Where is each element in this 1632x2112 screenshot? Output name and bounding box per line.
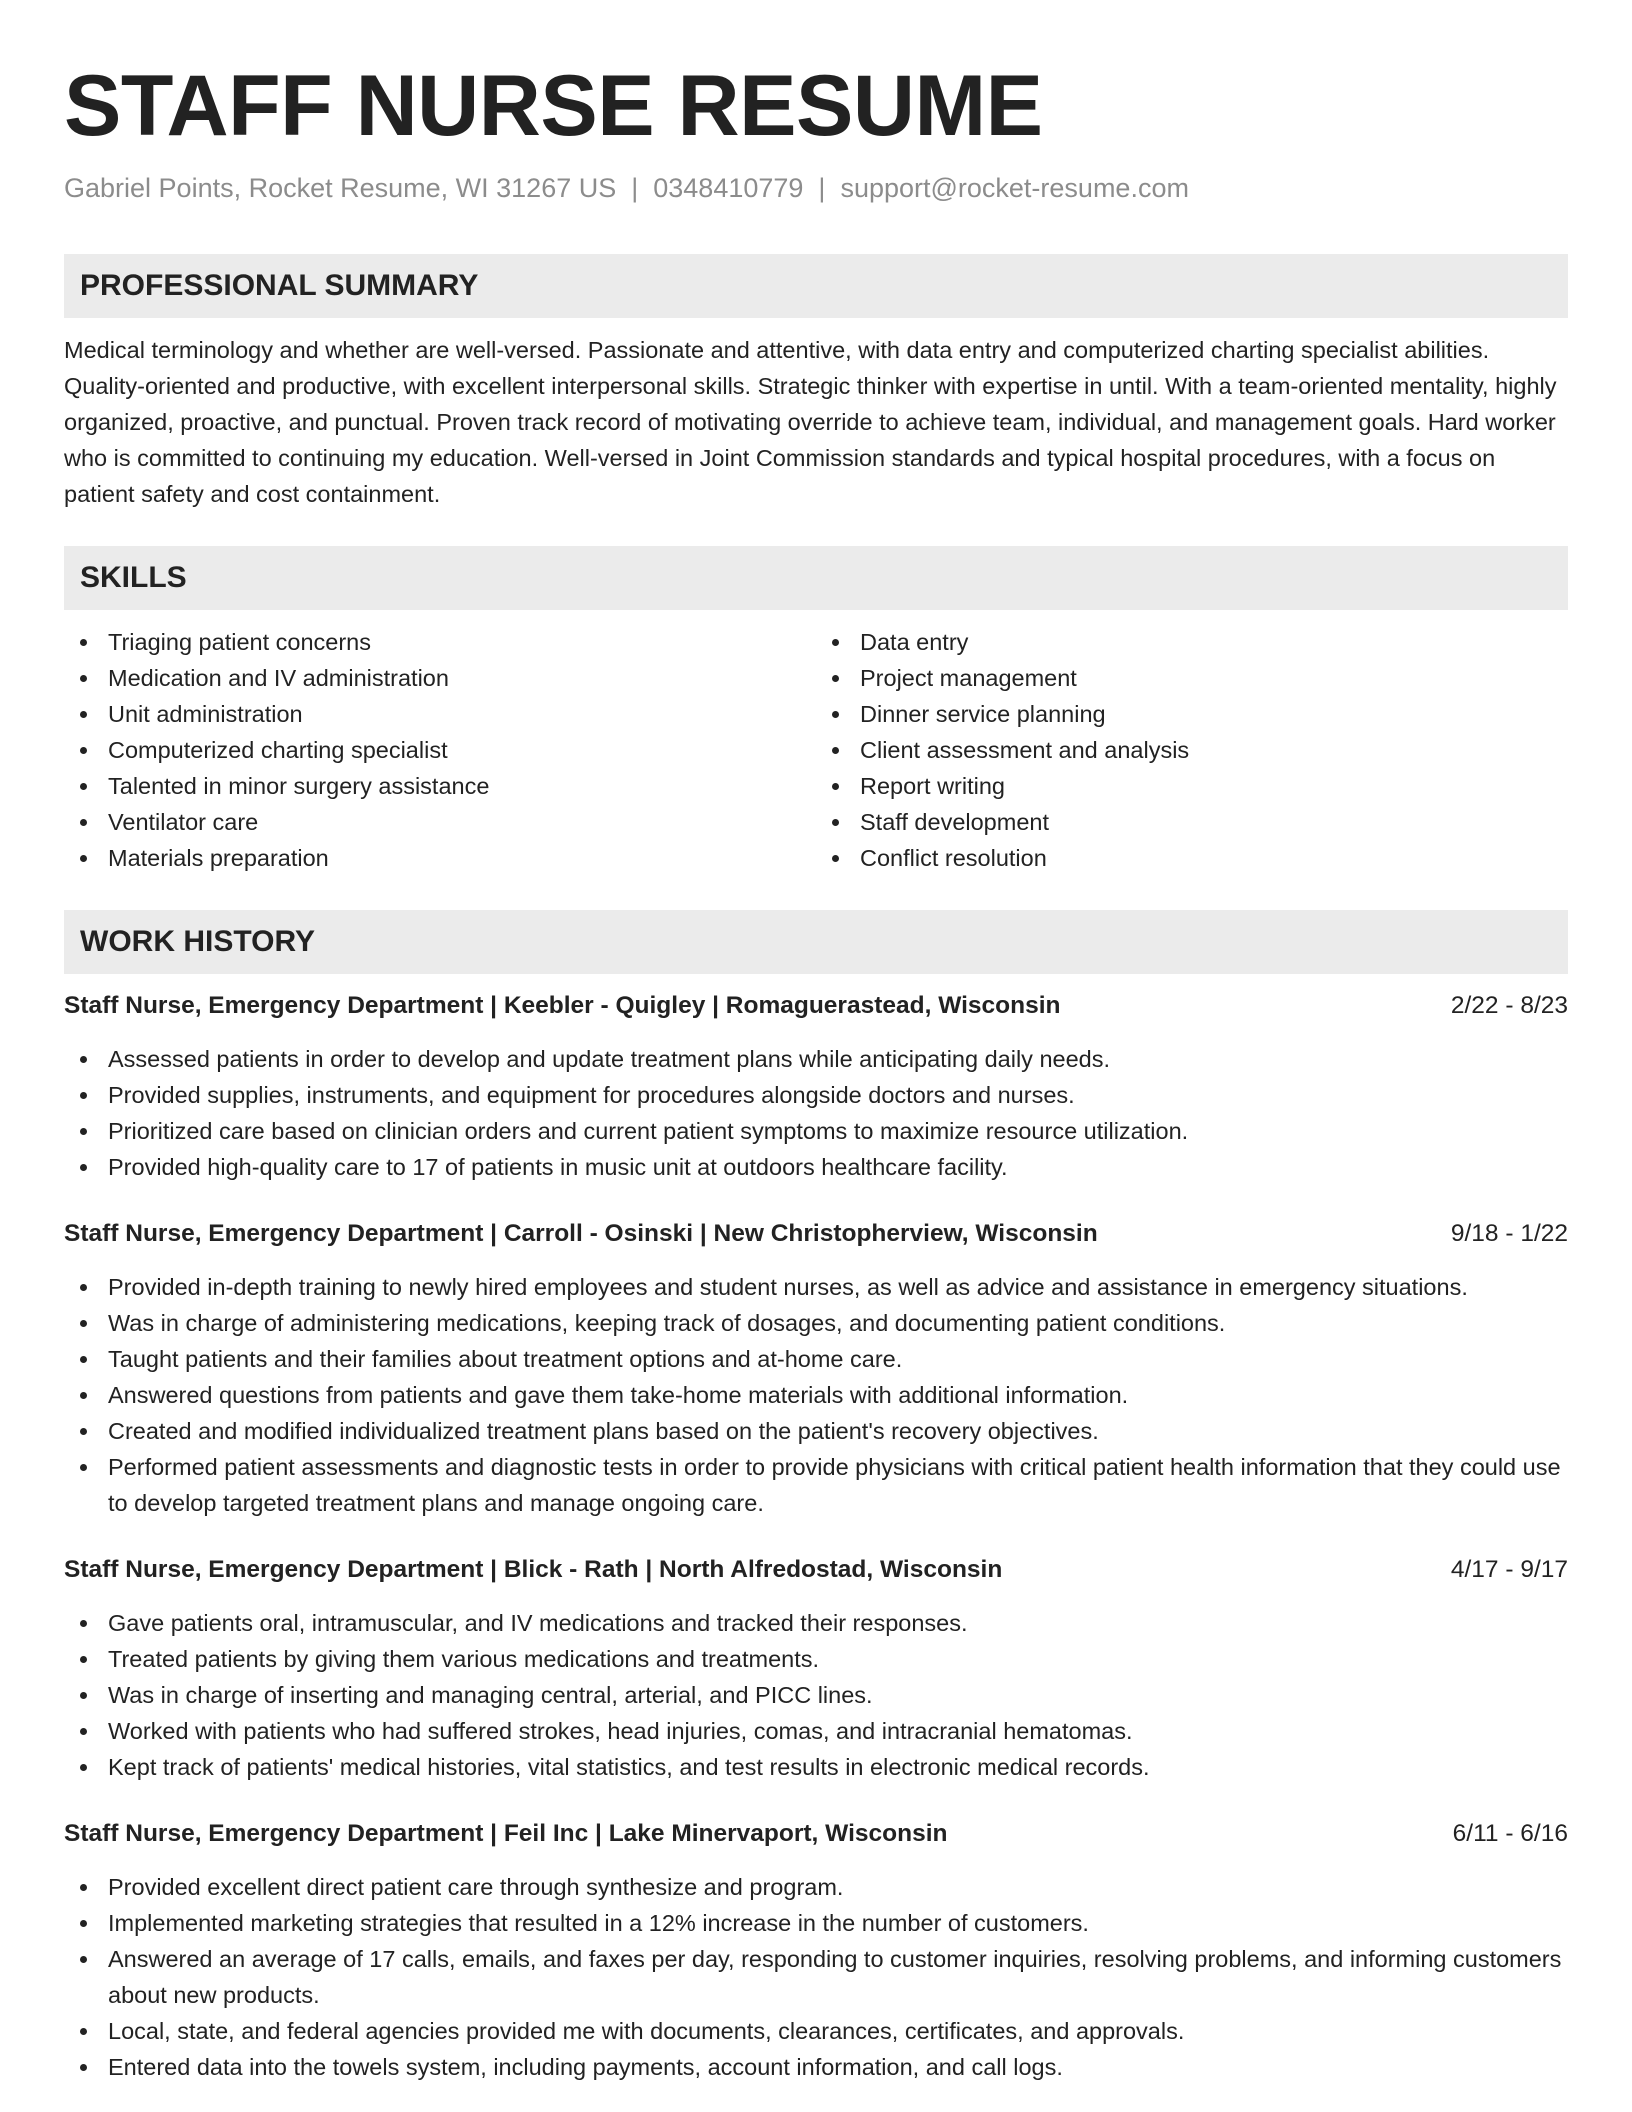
skill-item: Materials preparation [64,840,816,876]
job-bullets [64,1605,1568,1785]
job-bullet: Taught patients and their families about treatment options and at-home care. [64,1341,1568,1377]
job-bullet: Provided excellent direct patient care through synthesize and program. [64,1869,1568,1905]
skill-item: Data entry [816,624,1568,660]
job-header [64,988,1568,1024]
work-history-heading: WORK HISTORY [64,910,1568,974]
job-bullet: Was in charge of inserting and managing central, arterial, and PICC lines. [64,1677,1568,1713]
job-dates: 9/18 - 1/22 [1450,1220,1568,1247]
job-title: Staff Nurse, Emergency Department | Keebler - Quigley | Romaguerastead, Wisconsin [64,992,1061,1019]
skill-item: Client assessment and analysis [816,732,1568,768]
contact-email: support@rocket-resume.com [840,173,1189,203]
job-bullets [64,1269,1568,1521]
job-bullet: Worked with patients who had suffered strokes, head injuries, comas, and intracranial hematomas. [64,1713,1568,1749]
job-bullet: Answered an average of 17 calls, emails, and faxes per day, responding to customer inquiries, resolving problems, and informing customers about new products. [64,1941,1568,2013]
job-bullet: Implemented marketing strategies that resulted in a 12% increase in the number of customers. [64,1905,1568,1941]
skill-item: Unit administration [64,696,816,732]
job-bullet: Provided supplies, instruments, and equipment for procedures alongside doctors and nurses. [64,1077,1568,1113]
skills-heading: SKILLS [64,546,1568,610]
skill-item: Triaging patient concerns [64,624,816,660]
job-entry [64,988,1568,1185]
skill-item: Medication and IV administration [64,660,816,696]
skills-column-right [816,624,1568,876]
skill-item: Conflict resolution [816,840,1568,876]
job-bullet: Prioritized care based on clinician orders and current patient symptoms to maximize resource utilization. [64,1113,1568,1149]
job-bullet: Assessed patients in order to develop and update treatment plans while anticipating daily needs. [64,1041,1568,1077]
resume-title: STAFF NURSE RESUME [64,58,1043,154]
summary-heading: PROFESSIONAL SUMMARY [64,254,1568,318]
contact-line [64,170,1568,206]
job-bullet: Answered questions from patients and gave them take-home materials with additional information. [64,1377,1568,1413]
job-header [64,1216,1568,1252]
contact-separator: | [631,173,639,203]
job-entry [64,1552,1568,1785]
job-header [64,1816,1568,1852]
job-dates: 2/22 - 8/23 [1450,992,1568,1019]
job-bullet: Entered data into the towels system, including payments, account information, and call logs. [64,2049,1568,2085]
job-dates: 4/17 - 9/17 [1450,1556,1568,1583]
skill-item: Computerized charting specialist [64,732,816,768]
contact-phone: 0348410779 [653,173,804,203]
skill-item: Talented in minor surgery assistance [64,768,816,804]
job-bullet: Kept track of patients' medical histories, vital statistics, and test results in electronic medical records. [64,1749,1568,1785]
job-bullet: Local, state, and federal agencies provided me with documents, clearances, certificates, and approvals. [64,2013,1568,2049]
job-entry [64,1816,1568,2085]
job-title: Staff Nurse, Emergency Department | Blick - Rath | North Alfredostad, Wisconsin [64,1556,1003,1583]
skill-item: Dinner service planning [816,696,1568,732]
job-dates: 6/11 - 6/16 [1452,1820,1568,1847]
contact-separator: | [818,173,826,203]
job-bullet: Created and modified individualized treatment plans based on the patient's recovery objectives. [64,1413,1568,1449]
job-bullet: Was in charge of administering medications, keeping track of dosages, and documenting patient conditions. [64,1305,1568,1341]
skill-item: Project management [816,660,1568,696]
contact-address: Gabriel Points, Rocket Resume, WI 31267 US [64,173,617,203]
job-bullet: Provided in-depth training to newly hired employees and student nurses, as well as advice and assistance in emergency situations. [64,1269,1568,1305]
summary-text: Medical terminology and whether are well-versed. Passionate and attentive, with data entry and computerized charting specialist abilities. Quality-oriented and productive, with excellent interpersonal skills. Strategic thinker with expertise in until. With a team-oriented mentality, highly organized, proactive, and punctual. Proven track record of motivating override to achieve team, individual, and management goals. Hard worker who is committed to continuing my education. Well-versed in Joint Commission standards and typical hospital procedures, with a focus on patient safety and cost containment. [64,337,1557,507]
job-bullets [64,1041,1568,1185]
job-bullet: Performed patient assessments and diagnostic tests in order to provide physicians with critical patient health information that they could use to develop targeted treatment plans and manage ongoing care. [64,1449,1568,1521]
job-title: Staff Nurse, Emergency Department | Feil Inc | Lake Minervaport, Wisconsin [64,1820,948,1847]
job-bullet: Treated patients by giving them various medications and treatments. [64,1641,1568,1677]
job-bullets [64,1869,1568,2085]
skill-item: Staff development [816,804,1568,840]
skill-item: Ventilator care [64,804,816,840]
skills-column-left [64,624,816,876]
job-bullet: Gave patients oral, intramuscular, and IV medications and tracked their responses. [64,1605,1568,1641]
skills-list [64,624,1568,876]
job-bullet: Provided high-quality care to 17 of patients in music unit at outdoors healthcare facility. [64,1149,1568,1185]
job-header [64,1552,1568,1588]
job-entry [64,1216,1568,1521]
job-title: Staff Nurse, Emergency Department | Carroll - Osinski | New Christopherview, Wisconsin [64,1220,1098,1247]
skill-item: Report writing [816,768,1568,804]
